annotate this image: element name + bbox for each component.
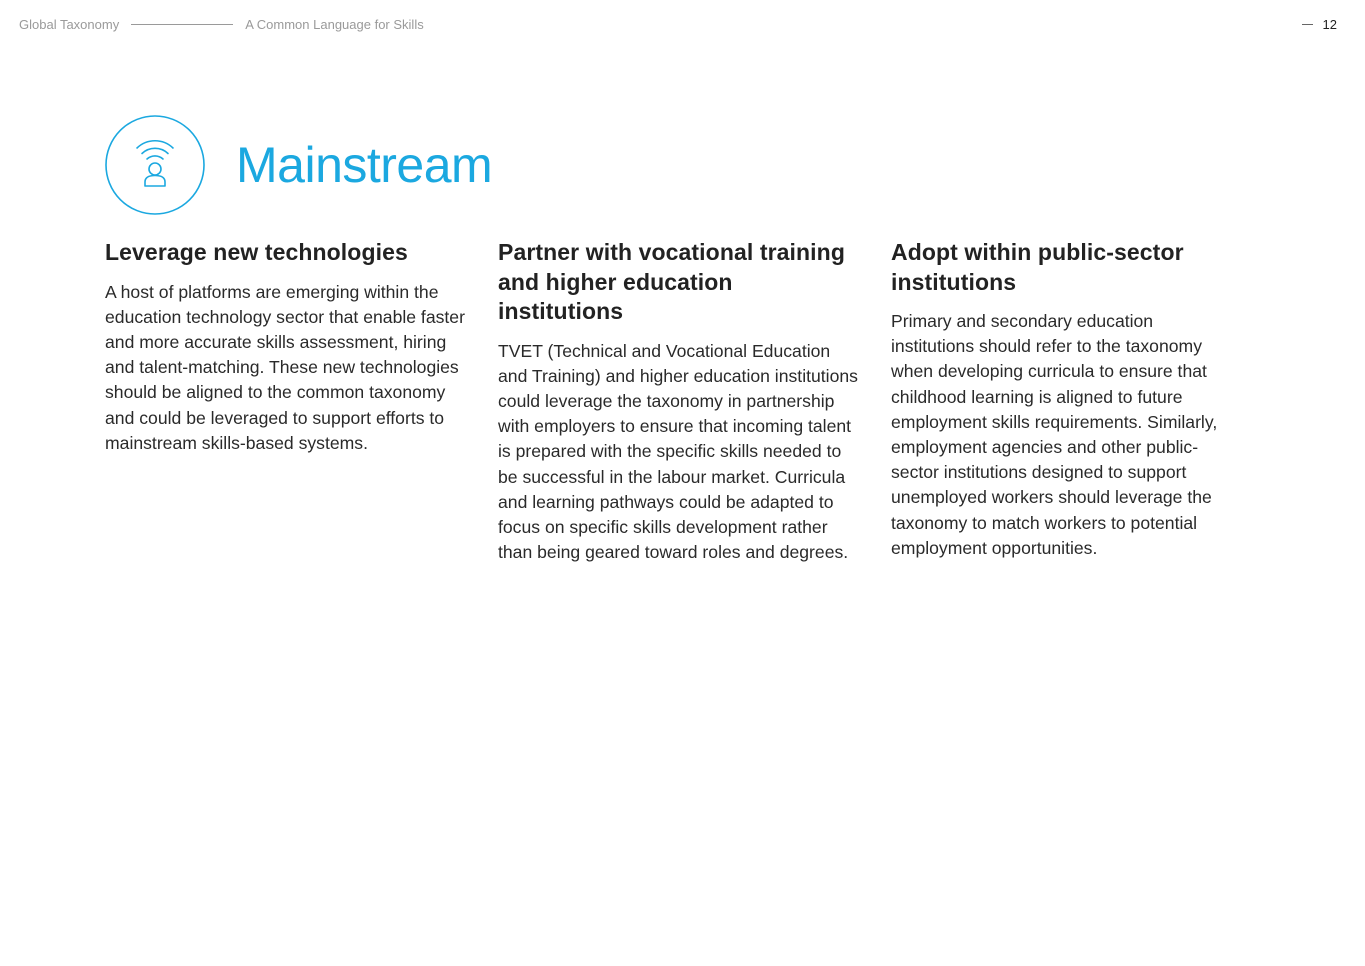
section-title-row [105, 106, 492, 223]
column-technologies [105, 238, 470, 456]
page-number: 12 [1322, 17, 1337, 32]
column-heading: Partner with vocational training and higher education institutions [498, 239, 845, 324]
header-divider [131, 24, 233, 25]
column-heading: Leverage new technologies [105, 239, 408, 265]
header-breadcrumb [19, 17, 424, 32]
page-header [19, 17, 1337, 37]
column-body: Primary and secondary education institutions should refer to the taxonomy when developing curricula to ensure that childhood learning is aligned to future employment skills requirements. Similarly, employment agencies and other public-sector institutions designed to support unemployed workers should leverage the taxonomy to match workers to potential employment opportunities. [891, 311, 1218, 558]
section-title: Mainstream [236, 136, 493, 193]
column-public-sector [891, 238, 1241, 561]
column-body: TVET (Technical and Vocational Education and Training) and higher education institutions could leverage the taxonomy in partnership with employers to ensure that incoming talent is prepared with the specific skills needed to be successful in the labour market. Curricula and learning pathways could be adapted to focus on specific skills development rather than being geared toward roles and degrees. [498, 340, 858, 563]
column-vocational [498, 238, 863, 565]
broadcast-person-icon [105, 115, 205, 215]
header-subtitle: A Common Language for Skills [245, 17, 424, 32]
page-number-dash [1302, 24, 1313, 25]
column-heading: Adopt within public-sector institutions [891, 239, 1184, 295]
column-body: A host of platforms are emerging within the education technology sector that enable faster and more accurate skills assessment, hiring and talent-matching. These new technologies should be aligned to the common taxonomy and could be leveraged to support efforts to mainstream skills-based systems. [105, 281, 465, 453]
header-document-title: Global Taxonomy [19, 17, 120, 32]
page-number-group [1302, 17, 1337, 32]
